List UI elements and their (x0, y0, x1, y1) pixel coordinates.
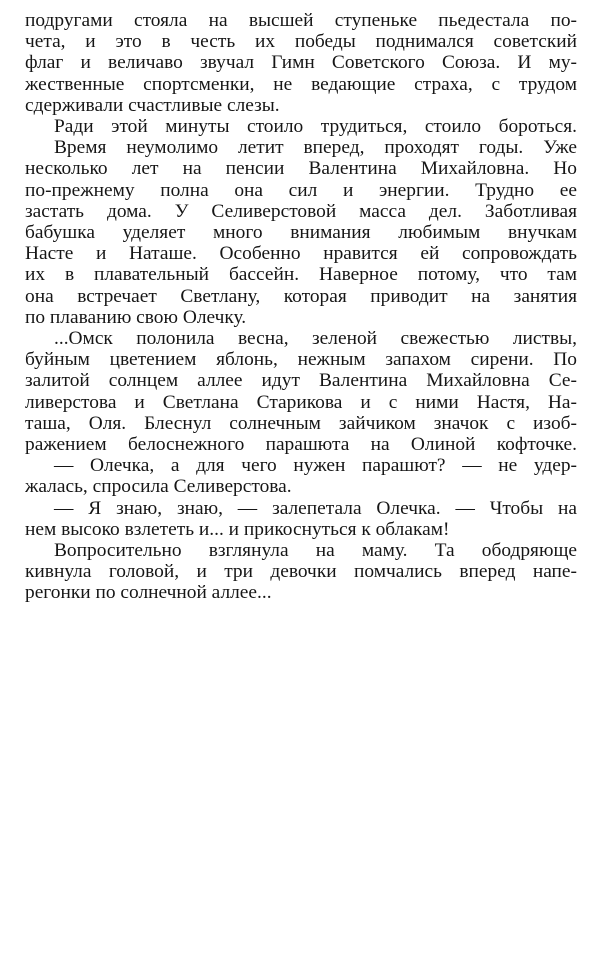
text-line: буйным цветением яблонь, нежным запахом сирени. По (25, 349, 577, 371)
text-line: — Я знаю, знаю, — залепетала Олечка. — Чтобы на (54, 497, 577, 519)
body-text (25, 10, 577, 604)
text-line: регонки по солнечной аллее... (25, 582, 272, 604)
text-line: ражением белоснежного парашюта на Олиной кофточке. (25, 434, 577, 456)
text-line: несколько лет на пенсии Валентина Михайловна. Но (25, 158, 577, 180)
text-line: по-прежнему полна она сил и энергии. Трудно ее (25, 179, 577, 201)
text-line: ливерстова и Светлана Старикова и с ними Настя, На- (25, 391, 577, 413)
text-line: ...Омск полонила весна, зеленой свежестью листвы, (54, 328, 577, 350)
text-line: она встречает Светлану, которая приводит на занятия (25, 285, 577, 307)
text-line: флаг и величаво звучал Гимн Советского Союза. И му- (25, 52, 577, 74)
text-line: Насте и Наташе. Особенно нравится ей сопровождать (25, 243, 577, 265)
text-line: — Олечка, а для чего нужен парашют? — не удер- (54, 455, 577, 477)
text-line: Время неумолимо летит вперед, проходят годы. Уже (54, 137, 577, 159)
text-line: таша, Оля. Блеснул солнечным зайчиком значок с изоб- (25, 412, 577, 434)
text-line: жественные спортсменки, не ведающие страха, с трудом (25, 73, 577, 95)
text-line: чета, и это в честь их победы поднимался советский (25, 31, 577, 53)
text-line: бабушка уделяет много внимания любимым внучкам (25, 222, 577, 244)
text-line: нем высоко взлететь и... и прикоснуться к облакам! (25, 518, 450, 540)
text-line: их в плавательный бассейн. Наверное потому, что там (25, 264, 577, 286)
text-line: Вопросительно взглянула на маму. Та ободряюще (54, 540, 577, 562)
text-line: Ради этой минуты стоило трудиться, стоило бороться. (54, 116, 577, 138)
text-line: подругами стояла на высшей ступеньке пьедестала по- (25, 10, 577, 31)
text-line: сдерживали счастливые слезы. (25, 94, 280, 116)
text-line: жалась, спросила Селиверстова. (25, 476, 292, 498)
text-line: кивнула головой, и три девочки помчались вперед напе- (25, 561, 577, 583)
text-line: застать дома. У Селиверстовой масса дел. Заботливая (25, 200, 577, 222)
text-line: залитой солнцем аллее идут Валентина Михайловна Се- (25, 370, 577, 392)
text-line: по плаванию свою Олечку. (25, 306, 247, 328)
